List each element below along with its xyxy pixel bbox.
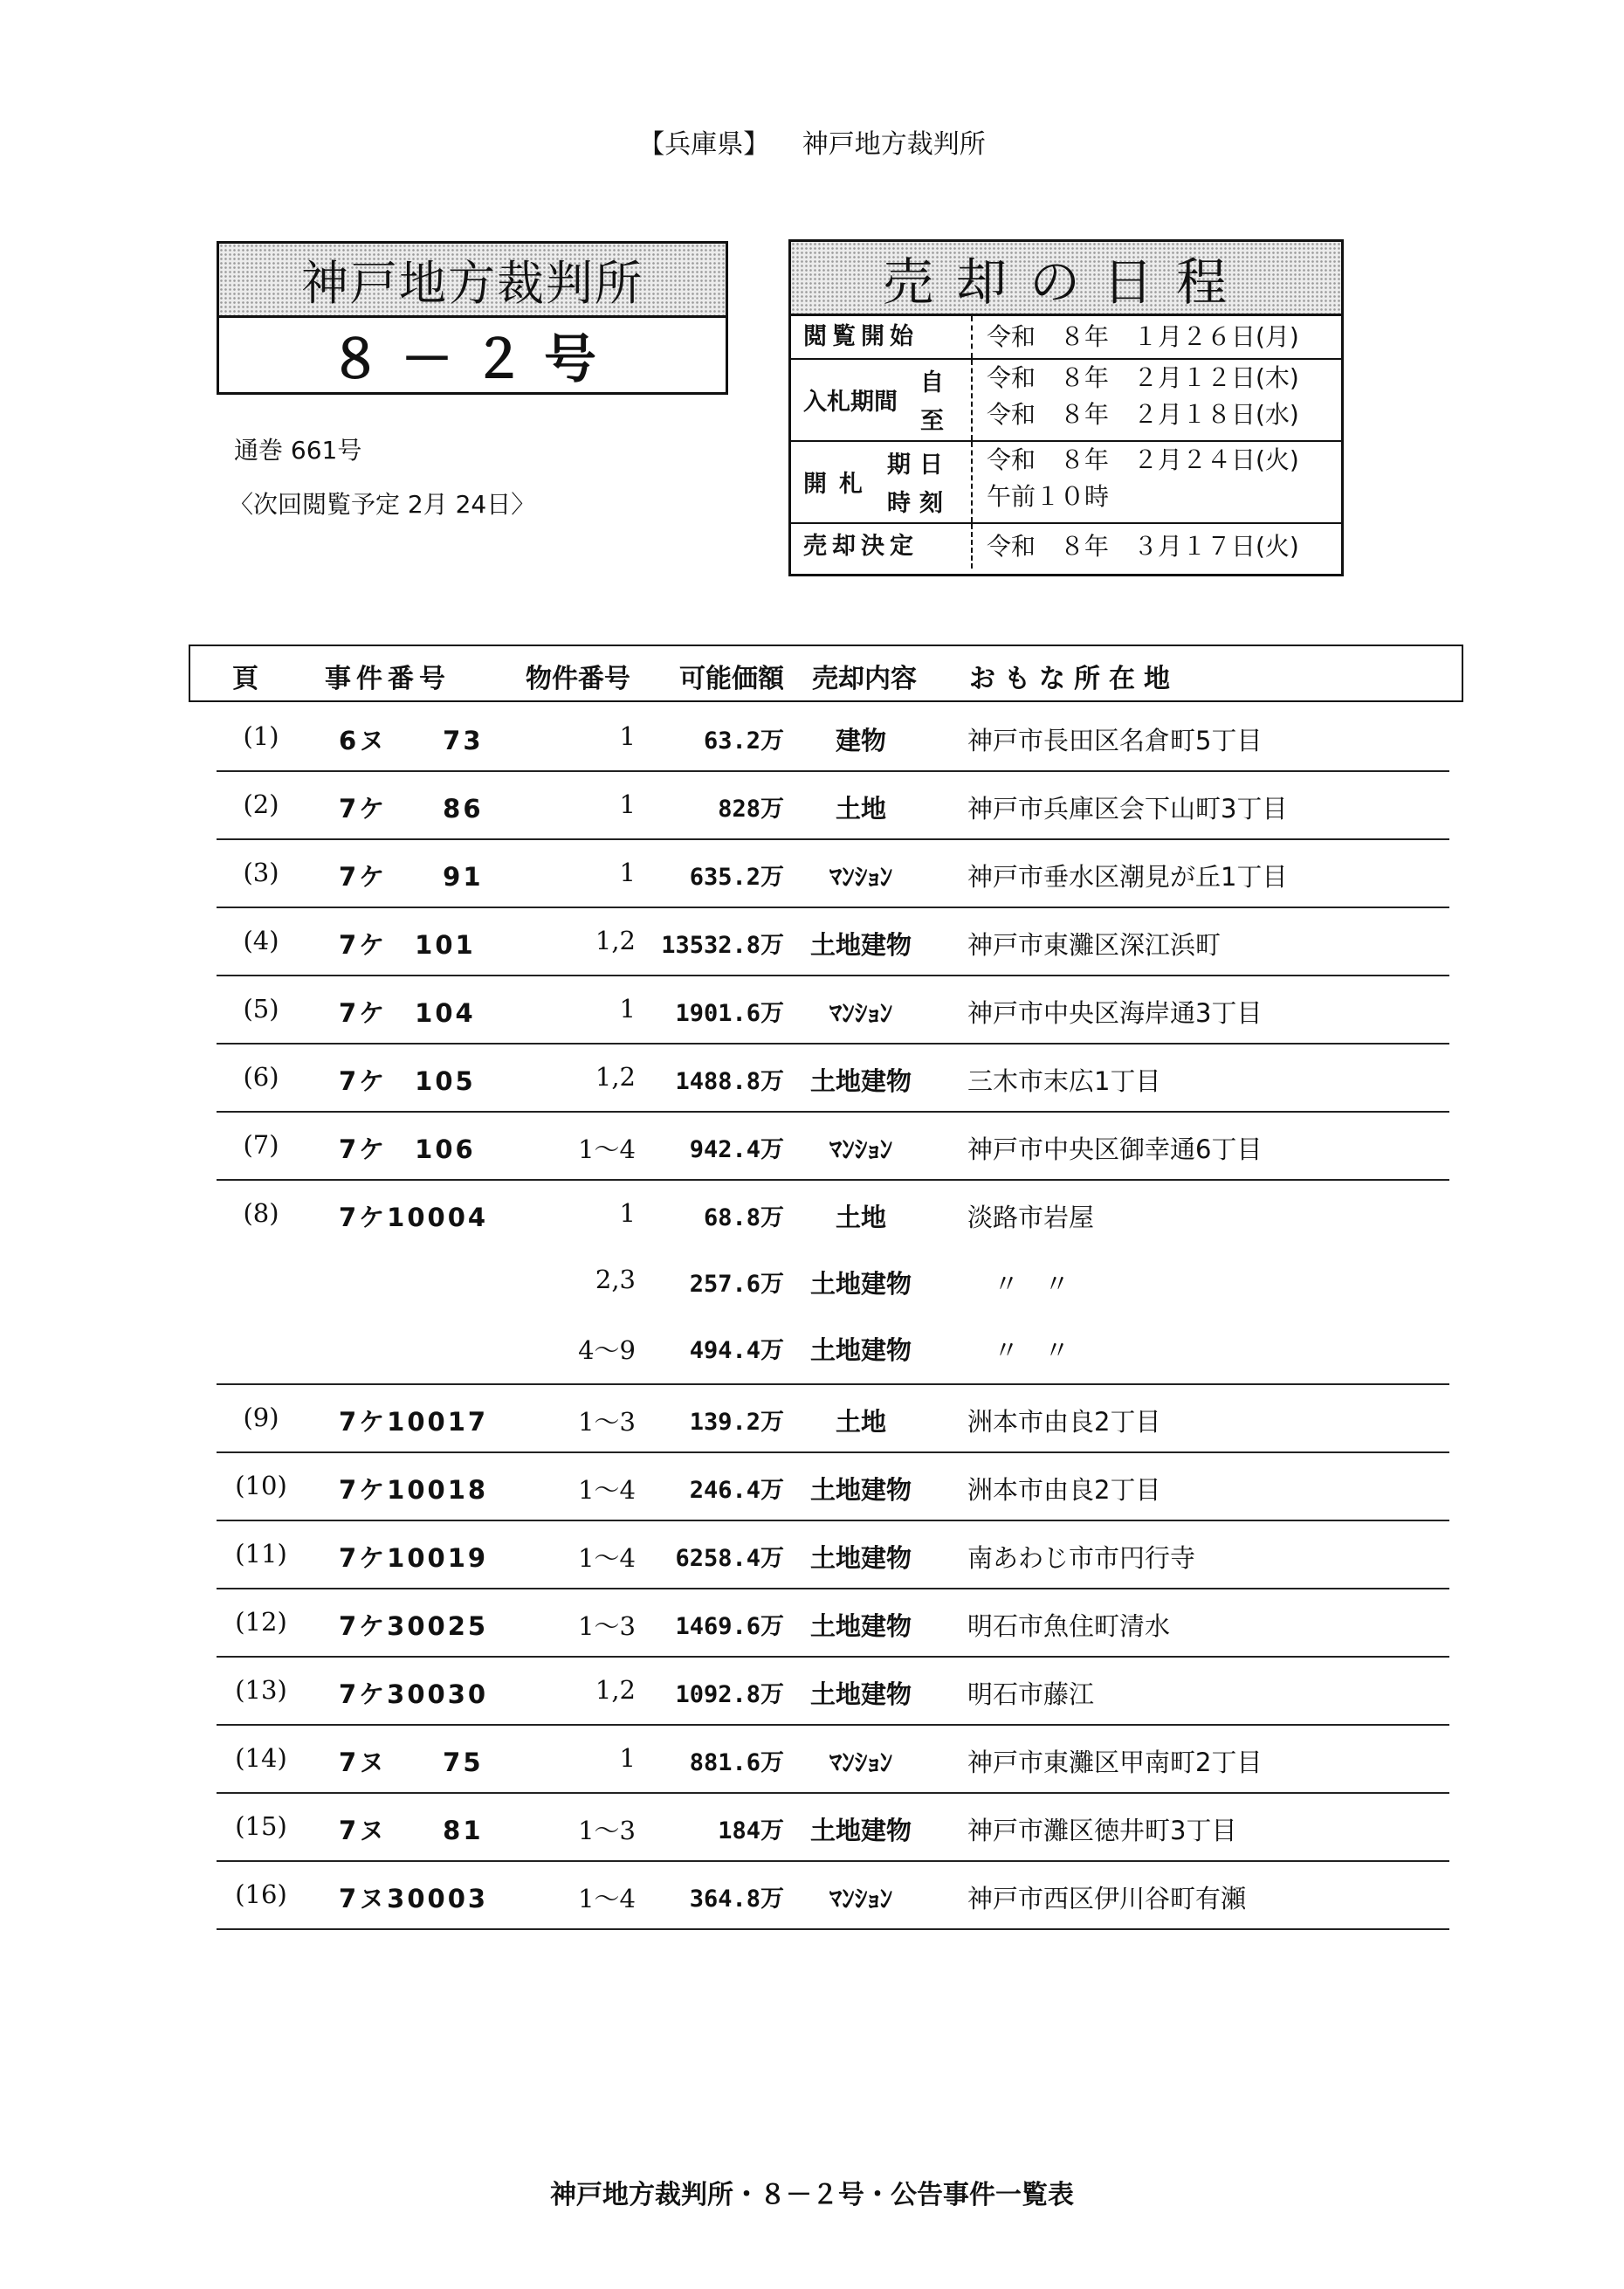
cell-price: 257.6万 <box>689 1271 784 1298</box>
header-item: 物件番号 <box>526 664 630 694</box>
cell-type: 土地 <box>835 1407 886 1437</box>
opening-time: 午前１０時 <box>987 482 1110 511</box>
cell-item: 1 <box>619 1198 636 1228</box>
opening-label: 開札 <box>803 471 875 498</box>
cell-location: 神戸市長田区名倉町5丁目 <box>967 726 1263 755</box>
cell-price: 1901.6万 <box>675 1000 784 1027</box>
cell-item: 1～3 <box>578 1407 636 1437</box>
bidding-to-date: 令和 ８年 ２月１８日(水) <box>987 400 1299 429</box>
cell-page: (11) <box>235 1539 287 1569</box>
cell-case: 7ケ10019 <box>339 1543 489 1573</box>
cell-type: ﾏﾝｼｮﾝ <box>829 998 893 1028</box>
cell-type: 土地建物 <box>809 1475 912 1505</box>
cell-location: 洲本市由良2丁目 <box>967 1407 1161 1437</box>
cell-type: ﾏﾝｼｮﾝ <box>829 1134 893 1164</box>
cell-item: 1～4 <box>578 1134 636 1164</box>
header-page: 頁 <box>232 664 258 694</box>
cell-page: (3) <box>243 858 279 887</box>
cell-case: 7ケ10018 <box>339 1475 489 1505</box>
table-row <box>217 1181 1449 1385</box>
cell-type: 土地建物 <box>809 1335 912 1365</box>
opening-date-label: 期日 <box>887 452 952 479</box>
cell-location: 三木市末広1丁目 <box>967 1066 1161 1096</box>
cell-case: 7ケ10017 <box>339 1407 489 1437</box>
sale-schedule-box <box>788 239 1344 576</box>
cell-page: (15) <box>235 1811 287 1841</box>
cell-price: 13532.8万 <box>661 932 784 959</box>
table-row <box>217 772 1449 840</box>
cell-item: 1,2 <box>595 926 636 955</box>
cell-location: 明石市魚住町清水 <box>967 1611 1171 1641</box>
cell-page: (8) <box>243 1198 279 1228</box>
next-viewing-note: 〈次回閲覧予定 2月 24日〉 <box>229 490 536 519</box>
cell-price: 1488.8万 <box>675 1068 784 1095</box>
cell-price: 68.8万 <box>703 1204 784 1231</box>
cell-location: 神戸市西区伊川谷町有瀬 <box>967 1884 1247 1913</box>
cell-type: ﾏﾝｼｮﾝ <box>829 862 893 892</box>
table-row <box>217 1521 1449 1589</box>
cell-item: 1 <box>619 721 636 751</box>
cell-item: 1～3 <box>578 1816 636 1845</box>
volume-number: 通巻 661号 <box>234 436 362 465</box>
cell-case: 7ケ 91 <box>339 862 484 892</box>
header-type: 売却内容 <box>812 664 917 694</box>
table-row <box>217 840 1449 908</box>
table-row <box>217 908 1449 976</box>
table-row <box>217 1113 1449 1181</box>
cell-page: (6) <box>243 1062 279 1092</box>
cell-case: 7ケ 106 <box>339 1134 476 1164</box>
table-row <box>217 976 1449 1045</box>
cell-price: 1092.8万 <box>675 1681 784 1708</box>
decision-label: 売却決定 <box>803 533 919 560</box>
cell-type: 土地建物 <box>809 1816 912 1845</box>
cell-price: 828万 <box>718 796 784 823</box>
cell-case: 7ケ30030 <box>339 1679 489 1709</box>
cell-item: 1～3 <box>578 1611 636 1641</box>
cell-type: 土地 <box>835 1203 886 1232</box>
schedule-title: 売却の日程 <box>791 242 1341 316</box>
cell-item: 1 <box>619 789 636 819</box>
issue-number: ８－２号 <box>329 328 616 390</box>
cell-type: 建物 <box>835 726 886 755</box>
bidding-label: 入札期間 <box>803 389 898 416</box>
cell-price: 63.2万 <box>703 727 784 755</box>
cell-case: 7ケ 101 <box>339 930 476 960</box>
cell-price: 1469.6万 <box>675 1613 784 1640</box>
case-table <box>217 704 1449 1930</box>
cell-case: 7ケ 105 <box>339 1066 476 1096</box>
cell-case: 7ヌ 81 <box>339 1816 484 1845</box>
cell-item: 1 <box>619 1743 636 1773</box>
cell-type: 土地 <box>835 794 886 824</box>
viewing-label: 閲覧開始 <box>803 323 919 350</box>
table-header <box>189 645 1463 702</box>
prefecture-label: 【兵庫県】 <box>638 129 770 160</box>
cell-page: (9) <box>243 1403 279 1432</box>
cell-type: 土地建物 <box>809 1066 912 1096</box>
cell-page: (4) <box>243 926 279 955</box>
cell-case: 7ケ30025 <box>339 1611 489 1641</box>
cell-case: 7ケ 86 <box>339 794 484 824</box>
cell-type: ﾏﾝｼｮﾝ <box>829 1884 893 1913</box>
table-row <box>217 1658 1449 1726</box>
cell-price: 881.6万 <box>689 1749 784 1776</box>
cell-case: 6ヌ 73 <box>339 726 484 755</box>
table-row <box>217 1726 1449 1794</box>
court-title-box <box>217 241 728 395</box>
cell-type: 土地建物 <box>809 930 912 960</box>
page-header <box>0 122 1624 161</box>
cell-page: (14) <box>235 1743 287 1773</box>
table-row <box>217 1794 1449 1862</box>
opening-date: 令和 ８年 ２月２４日(火) <box>987 445 1299 474</box>
schedule-row-decision <box>791 524 1341 569</box>
table-row <box>217 1453 1449 1521</box>
cell-page: (16) <box>235 1879 287 1909</box>
cell-price: 635.2万 <box>689 864 784 891</box>
table-row <box>217 1589 1449 1658</box>
cell-type: 土地建物 <box>809 1679 912 1709</box>
cell-location: 神戸市東灘区甲南町2丁目 <box>967 1748 1263 1777</box>
schedule-row-viewing <box>791 316 1341 360</box>
cell-item: 1～4 <box>578 1475 636 1505</box>
cell-price: 942.4万 <box>689 1136 784 1163</box>
cell-price: 494.4万 <box>689 1337 784 1364</box>
cell-item: 1,2 <box>595 1062 636 1092</box>
cell-case: 7ヌ30003 <box>339 1884 489 1913</box>
table-row <box>217 1045 1449 1113</box>
cell-item: 4～9 <box>578 1335 636 1365</box>
cell-page: (10) <box>235 1471 287 1500</box>
cell-case: 7ヌ 75 <box>339 1748 484 1777</box>
cell-page: (7) <box>243 1130 279 1160</box>
bidding-from-date: 令和 ８年 ２月１２日(木) <box>987 363 1299 392</box>
cell-location: 神戸市中央区海岸通3丁目 <box>967 998 1263 1028</box>
schedule-row-opening <box>791 442 1341 524</box>
cell-item: 1～4 <box>578 1884 636 1913</box>
cell-price: 139.2万 <box>689 1409 784 1436</box>
cell-item: 1～4 <box>578 1543 636 1573</box>
cell-item: 1 <box>619 858 636 887</box>
cell-page: (5) <box>243 994 279 1024</box>
cell-item: 2,3 <box>595 1265 636 1294</box>
cell-location: 神戸市中央区御幸通6丁目 <box>967 1134 1263 1164</box>
viewing-date: 令和 ８年 １月２６日(月) <box>987 322 1299 351</box>
cell-location: 明石市藤江 <box>967 1679 1095 1709</box>
bidding-to-label: 至 <box>920 408 944 435</box>
cell-case: 7ケ10004 <box>339 1203 489 1232</box>
cell-page: (12) <box>235 1607 287 1637</box>
cell-page: (2) <box>243 789 279 819</box>
cell-price: 6258.4万 <box>675 1545 784 1572</box>
cell-price: 246.4万 <box>689 1477 784 1504</box>
cell-type: 土地建物 <box>809 1269 912 1299</box>
table-row <box>217 1862 1449 1930</box>
cell-type: ﾏﾝｼｮﾝ <box>829 1748 893 1777</box>
cell-item: 1 <box>619 994 636 1024</box>
cell-case: 7ケ 104 <box>339 998 476 1028</box>
decision-date: 令和 ８年 ３月１７日(火) <box>987 532 1299 561</box>
cell-location: 洲本市由良2丁目 <box>967 1475 1161 1505</box>
header-price: 可能価額 <box>679 664 784 694</box>
court-name: 神戸地方裁判所 <box>219 244 726 318</box>
cell-location: 南あわじ市市円行寺 <box>967 1543 1196 1573</box>
bidding-from-label: 自 <box>920 369 944 396</box>
cell-price: 364.8万 <box>689 1886 784 1913</box>
cell-price: 184万 <box>718 1817 784 1844</box>
cell-page: (13) <box>235 1675 287 1705</box>
opening-time-label: 時刻 <box>887 490 952 517</box>
table-row <box>217 704 1449 772</box>
schedule-row-bidding <box>791 360 1341 442</box>
page-footer: 神戸地方裁判所・８－２号・公告事件一覧表 <box>550 2180 1074 2210</box>
cell-location: 神戸市垂水区潮見が丘1丁目 <box>967 862 1288 892</box>
cell-item: 1,2 <box>595 1675 636 1705</box>
cell-location: 神戸市兵庫区会下山町3丁目 <box>967 794 1288 824</box>
cell-type: 土地建物 <box>809 1543 912 1573</box>
cell-location: 〃 〃 <box>994 1269 1070 1299</box>
header-case: 事件番号 <box>325 664 451 694</box>
cell-location: 神戸市灘区徳井町3丁目 <box>967 1816 1237 1845</box>
cell-type: 土地建物 <box>809 1611 912 1641</box>
header-location: おもな所在地 <box>969 664 1179 694</box>
cell-location: 淡路市岩屋 <box>967 1203 1095 1232</box>
cell-page: (1) <box>243 721 279 751</box>
cell-location: 〃 〃 <box>994 1335 1070 1365</box>
cell-location: 神戸市東灘区深江浜町 <box>967 930 1221 960</box>
court-label: 神戸地方裁判所 <box>802 129 986 160</box>
table-row <box>217 1385 1449 1453</box>
